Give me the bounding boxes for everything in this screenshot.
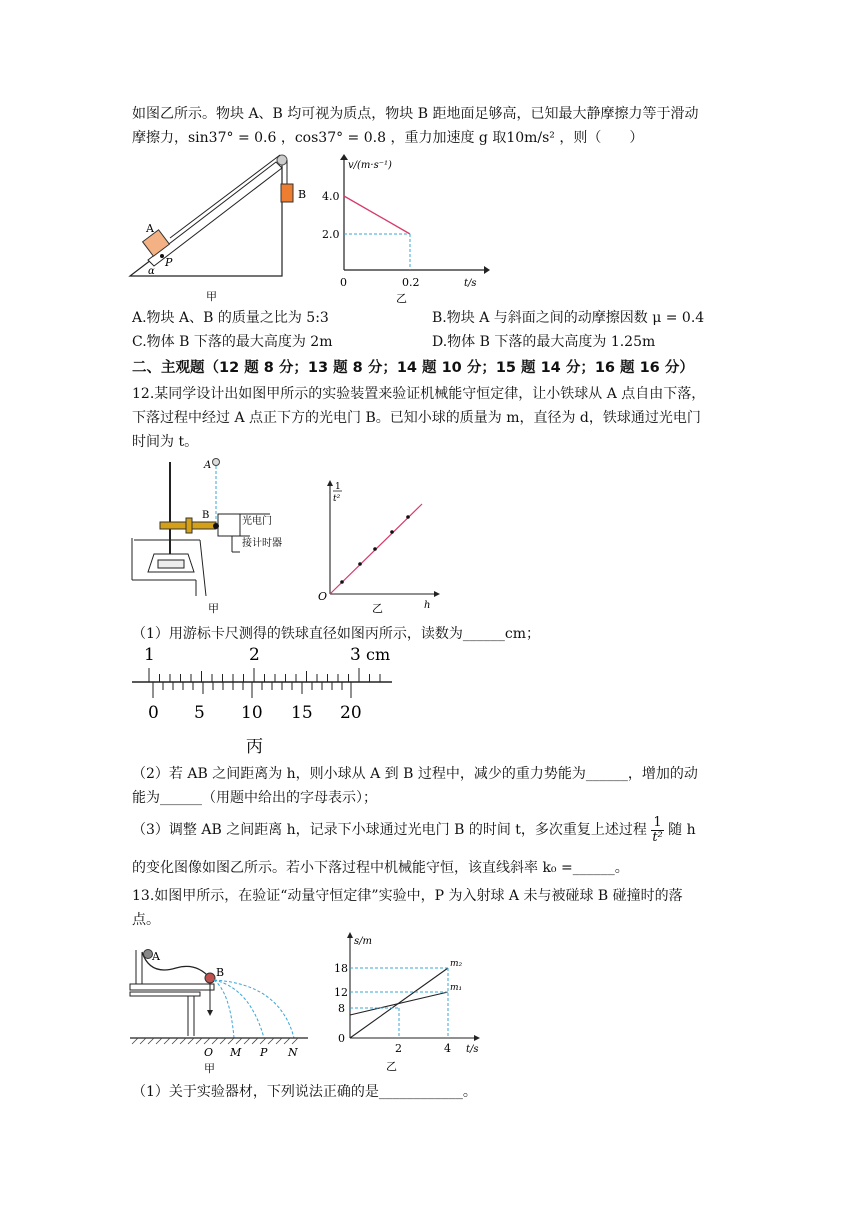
q13-figure-yi (330, 930, 490, 1078)
q12-sub3-frac-den: t² (652, 829, 663, 845)
q11-option-a[interactable]: A.物块 A、B 的质量之比为 5:3 (132, 310, 329, 326)
q12-sub3-fraction (651, 816, 663, 845)
caliper-vernier-15: 15 (291, 703, 313, 723)
q12-line1: 12.某同学设计出如图甲所示的实验装置来验证机械能守恒定律，让小铁球从 A 点自由下落， (132, 386, 706, 402)
q11-jia-caption: 甲 (206, 290, 217, 303)
q13-yi-ylabel: s/m (354, 936, 372, 947)
q11-yi-xtick-02: 0.2 (402, 276, 420, 289)
q11-figure-jia (130, 152, 310, 312)
q13-jia-label-a: A (152, 950, 160, 963)
q13-line1: 13.如图甲所示，在验证“动量守恒定律”实验中，P 为入射球 A 未与被碰球 B 碰撞时的落 (132, 888, 683, 904)
q11-option-b[interactable]: B.物块 A 与斜面之间的动摩擦因数 μ = 0.4 (432, 310, 705, 326)
q13-yi-ytick-8: 8 (338, 1002, 345, 1015)
q12-jia-timer: 接计时器 (242, 538, 282, 549)
q11-line1: 如图乙所示。物块 A、B 均可视为质点，物块 B 距地面足够高，已知最大静摩擦力等于滑动 (132, 106, 699, 122)
q11-yi-caption: 乙 (396, 292, 407, 305)
q13-yi-xlabel: t/s (466, 1044, 479, 1055)
q11-figure-yi (318, 152, 498, 312)
q12-figure-yi (312, 456, 442, 616)
q13-yi-label-m1: m₁ (450, 983, 463, 993)
q12-jia-gate: 光电门 (242, 516, 272, 527)
caliper-unit: cm (366, 645, 391, 664)
q11-line2: 摩擦力，sin37° = 0.6 ，cos37° = 0.8 ，重力加速度 g 取10m/s² ，则（ ） (132, 130, 644, 146)
q13-yi-label-m2: m₂ (450, 959, 463, 969)
q13-figure-jia (130, 942, 310, 1078)
caliper-main-2: 2 (249, 645, 260, 665)
caliper-vernier-0: 0 (148, 703, 159, 723)
caliper-main-3: 3 (350, 645, 361, 665)
q13-sub1: （1）关于实验器材，下列说法正确的是____________。 (132, 1084, 477, 1100)
q13-yi-ytick-18: 18 (334, 962, 348, 975)
q11-yi-ytick-2: 2.0 (322, 228, 340, 241)
q11-jia-label-alpha: α (148, 266, 155, 277)
q11-yi-xlabel: t/s (464, 278, 477, 289)
q13-yi-caption: 乙 (386, 1060, 397, 1073)
q13-jia-point-m: M (230, 1046, 242, 1059)
caliper-vernier-10: 10 (241, 703, 263, 723)
q11-yi-ytick-4: 4.0 (322, 190, 340, 203)
q12-jia-label-a: A (204, 460, 212, 471)
q12-caliper-bing (130, 642, 400, 760)
q12-yi-origin: O (318, 590, 328, 603)
q11-yi-xtick-0: 0 (340, 276, 347, 289)
q13-yi-ytick-12: 12 (334, 986, 348, 999)
q13-yi-ytick-0: 0 (338, 1032, 345, 1045)
q13-jia-caption: 甲 (204, 1062, 215, 1075)
q11-option-c[interactable]: C.物体 B 下落的最大高度为 2m (132, 334, 333, 350)
q12-line2: 下落过程中经过 A 点正下方的光电门 B。已知小球的质量为 m，直径为 d，铁球通过光电门 (132, 410, 701, 426)
q12-figure-jia (130, 456, 310, 616)
section2-title: 二、主观题（12 题 8 分；13 题 8 分；14 题 10 分；15 题 14 分；16 题 16 分） (132, 360, 694, 376)
q12-sub2-line1: （2）若 AB 之间距离为 h，则小球从 A 到 B 过程中，减少的重力势能为______，增加的动 (132, 766, 698, 782)
q12-jia-label-b: B (202, 510, 210, 521)
q13-line2: 点。 (132, 912, 160, 928)
q11-yi-ylabel: v/(m·s⁻¹) (348, 160, 392, 171)
q12-jia-caption: 甲 (208, 602, 219, 615)
q13-jia-point-o: O (204, 1046, 214, 1059)
q12-yi-yden: t² (333, 494, 341, 504)
caliper-vernier-20: 20 (340, 703, 362, 723)
q12-yi-ynum: 1 (335, 482, 341, 492)
q13-yi-xtick-4: 4 (444, 1042, 451, 1055)
q13-jia-point-p: P (260, 1046, 268, 1059)
q12-sub3-frac-num: 1 (653, 814, 662, 830)
q11-jia-label-p: P (165, 256, 173, 269)
q12-yi-xlabel: h (424, 600, 431, 611)
q12-sub3-post: 随 h (668, 822, 696, 838)
caliper-vernier-5: 5 (194, 703, 205, 723)
caliper-caption: 丙 (246, 737, 263, 757)
q13-jia-label-b: B (216, 966, 225, 979)
q12-sub2-line2: 能为______（用题中给出的字母表示）； (132, 790, 377, 806)
q11-jia-label-b: B (298, 188, 307, 201)
q12-sub3-line1 (132, 814, 696, 846)
q12-yi-caption: 乙 (372, 602, 383, 615)
q12-line3: 时间为 t。 (132, 434, 199, 450)
q11-option-d[interactable]: D.物体 B 下落的最大高度为 1.25m (432, 334, 656, 350)
q12-sub3-pre: （3）调整 AB 之间距离 h，记录下小球通过光电门 B 的时间 t，多次重复上述过程 (132, 822, 647, 838)
caliper-main-1: 1 (144, 645, 155, 665)
q13-jia-point-n: N (288, 1046, 298, 1059)
q12-sub3-line2: 的变化图像如图乙所示。若小下落过程中机械能守恒，该直线斜率 k₀ =______。 (132, 860, 629, 876)
q12-sub1: （1）用游标卡尺测得的铁球直径如图丙所示，读数为______cm； (132, 626, 541, 642)
q13-yi-xtick-2: 2 (395, 1042, 402, 1055)
q11-jia-label-a: A (146, 222, 154, 235)
